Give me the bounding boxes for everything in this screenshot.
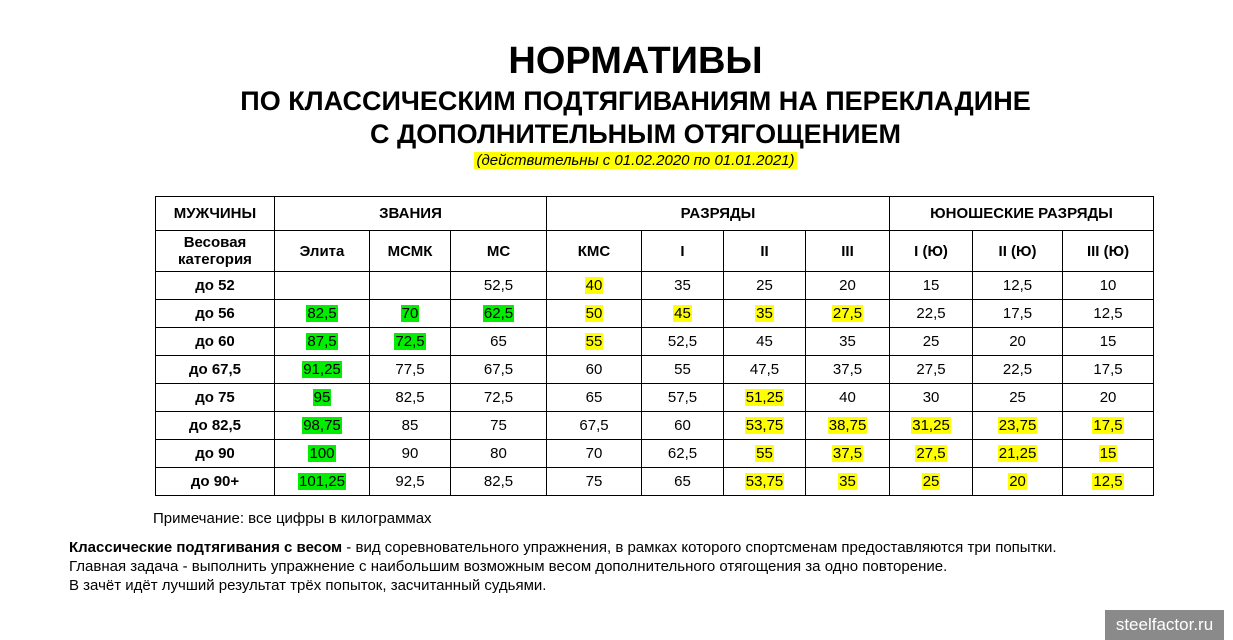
weight-category-cell: до 52 [156,272,275,300]
value-text: 51,25 [745,389,784,406]
value-text: 10 [1099,277,1117,294]
value-cell [890,272,973,300]
value-cell [547,272,642,300]
table-row [156,468,1154,496]
value-text: 65 [585,389,603,406]
column-header: I (Ю) [890,231,973,272]
value-text: 52,5 [483,277,514,294]
value-cell [724,412,806,440]
value-cell [451,328,547,356]
value-cell [642,356,724,384]
value-cell [275,328,370,356]
header-weight-category [156,231,275,272]
value-text: 20 [1009,473,1026,490]
value-text: 60 [674,417,691,434]
description-line-1-rest: - вид соревновательного упражнения, в рамках которого спортсменам предоставляются три попытки. [342,539,1057,556]
value-text: 85 [401,417,419,434]
value-cell [275,300,370,328]
value-cell [275,440,370,468]
value-cell [806,412,890,440]
table-column-header-row [156,231,1154,272]
value-cell [547,300,642,328]
value-cell [890,384,973,412]
value-cell [1063,384,1154,412]
value-cell [890,328,973,356]
value-cell [547,384,642,412]
value-cell [547,412,642,440]
value-cell [1063,412,1154,440]
value-text: 21,25 [998,445,1037,462]
weight-category-cell: до 90 [156,440,275,468]
header-titles: ЗВАНИЯ [275,197,547,231]
value-text: 60 [585,361,603,378]
table-row [156,328,1154,356]
value-cell [1063,328,1154,356]
value-text: 72,5 [483,389,514,406]
header-youth-ranks: ЮНОШЕСКИЕ РАЗРЯДЫ [890,197,1154,231]
value-text: 17,5 [1093,417,1123,434]
value-cell [370,328,451,356]
value-text: 12,5 [1002,277,1033,294]
value-cell [370,412,451,440]
value-text: 35 [839,333,856,350]
value-text: 55 [585,333,603,350]
table-row [156,356,1154,384]
weight-category-cell: до 60 [156,328,275,356]
value-text: 82,5 [483,473,514,490]
value-cell [547,468,642,496]
value-text: 67,5 [579,417,609,434]
value-text: 80 [490,445,507,462]
validity-period [19,152,1233,170]
value-cell [642,468,724,496]
value-cell [724,300,806,328]
value-cell [275,272,370,300]
value-cell [642,272,724,300]
value-cell [973,328,1063,356]
value-cell [973,440,1063,468]
validity-text: (действительны с 01.02.2020 по 01.01.2021) [476,152,795,169]
column-header: III [806,231,890,272]
value-cell [973,272,1063,300]
value-text: 62,5 [667,445,698,462]
page-title: НОРМАТИВЫ [508,40,763,82]
value-text: 37,5 [832,445,863,462]
value-text: 72,5 [395,333,425,350]
standards-table [155,196,1154,496]
value-cell [275,468,370,496]
value-cell [275,384,370,412]
value-text: 31,25 [912,417,950,434]
value-cell [370,440,451,468]
value-cell [973,412,1063,440]
value-text: 20 [1099,389,1117,406]
value-text: 65 [674,473,691,490]
value-cell [370,384,451,412]
value-text: 27,5 [916,361,946,378]
value-text: 52,5 [667,333,698,350]
value-cell [806,328,890,356]
value-text: 22,5 [916,305,946,322]
value-text: 82,5 [307,305,337,322]
value-cell [547,328,642,356]
value-text: 27,5 [916,445,946,462]
value-cell [806,440,890,468]
value-cell [973,356,1063,384]
value-text: 35 [756,305,773,322]
value-cell [451,440,547,468]
column-header: III (Ю) [1063,231,1154,272]
value-cell [275,412,370,440]
table-body [156,272,1154,496]
value-cell [642,328,724,356]
value-text: 12,5 [1093,473,1123,490]
value-cell [973,468,1063,496]
value-cell [370,300,451,328]
value-cell [642,384,724,412]
value-text: 12,5 [1093,305,1123,322]
value-text: 65 [490,333,507,350]
value-cell [451,272,547,300]
value-text: 75 [585,473,603,490]
value-cell [806,300,890,328]
value-cell [724,384,806,412]
value-text: 20 [839,277,856,294]
value-text: 57,5 [667,389,698,406]
value-text: 25 [1009,389,1026,406]
value-cell [1063,440,1154,468]
value-cell [451,384,547,412]
column-header: МС [451,231,547,272]
value-cell [451,356,547,384]
value-cell [1063,356,1154,384]
value-text: 27,5 [832,305,863,322]
value-cell [890,440,973,468]
value-text: 101,25 [299,473,345,490]
value-cell [806,272,890,300]
value-text: 75 [490,417,507,434]
value-text: 23,75 [998,417,1037,434]
table-row [156,384,1154,412]
value-text: 70 [401,305,419,322]
value-cell [642,300,724,328]
column-header: II [724,231,806,272]
value-cell [370,272,451,300]
column-header: II (Ю) [973,231,1063,272]
description-term: Классические подтягивания с весом [69,539,343,556]
value-cell [547,440,642,468]
column-header: МСМК [370,231,451,272]
description-line-1 [69,538,1057,557]
value-text: 55 [756,445,773,462]
value-text: 22,5 [1002,361,1033,378]
value-text: 92,5 [395,473,425,490]
value-text: 25 [922,333,940,350]
value-cell [370,468,451,496]
value-cell [890,468,973,496]
value-text: 25 [756,277,773,294]
value-text: 47,5 [749,361,780,378]
value-text: 77,5 [395,361,425,378]
value-cell [724,328,806,356]
column-header: Элита [275,231,370,272]
table-row [156,272,1154,300]
value-text: 100 [309,445,335,462]
value-text: 37,5 [832,361,863,378]
value-text: 98,75 [303,417,341,434]
value-text: 35 [839,473,856,490]
value-text: 45 [674,305,691,322]
table-row [156,412,1154,440]
value-text: 35 [674,277,691,294]
value-text: 20 [1009,333,1026,350]
value-cell [724,356,806,384]
note: Примечание: все цифры в килограммах [153,510,432,527]
weight-category-cell: до 75 [156,384,275,412]
value-text: 95 [313,389,331,406]
weight-category-cell: до 90+ [156,468,275,496]
value-text: 40 [585,277,603,294]
value-cell [724,468,806,496]
value-cell [642,440,724,468]
table-group-header-row [156,197,1154,231]
value-cell [547,356,642,384]
value-cell [451,412,547,440]
value-cell [806,468,890,496]
weight-category-cell: до 56 [156,300,275,328]
value-cell [642,412,724,440]
value-text: 17,5 [1093,361,1123,378]
value-text: 53,75 [745,473,784,490]
value-text: 82,5 [395,389,425,406]
watermark: steelfactor.ru [1105,610,1224,640]
table-row [156,300,1154,328]
value-text: 30 [922,389,940,406]
weight-category-line-2: категория [178,251,252,268]
header-men: МУЖЧИНЫ [156,197,275,231]
value-cell [973,300,1063,328]
value-text: 38,75 [828,417,867,434]
subtitle-line-1: ПО КЛАССИЧЕСКИМ ПОДТЯГИВАНИЯМ НА ПЕРЕКЛАДИНЕ [240,86,1031,116]
value-text: 62,5 [483,305,514,322]
value-text: 15 [1099,333,1117,350]
value-cell [275,356,370,384]
column-header: I [642,231,724,272]
value-text: 25 [922,473,940,490]
weight-category-cell: до 67,5 [156,356,275,384]
value-cell [806,356,890,384]
value-text: 55 [674,361,691,378]
value-cell [370,356,451,384]
value-text: 53,75 [745,417,784,434]
value-cell [973,384,1063,412]
column-header: КМС [547,231,642,272]
value-cell [890,356,973,384]
value-text: 91,25 [303,361,341,378]
value-text: 15 [1099,445,1117,462]
value-text: 70 [585,445,603,462]
value-cell [1063,272,1154,300]
value-text: 17,5 [1002,305,1033,322]
value-text: 50 [585,305,603,322]
weight-category-cell: до 82,5 [156,412,275,440]
value-cell [724,440,806,468]
value-cell [451,468,547,496]
value-text: 87,5 [307,333,337,350]
value-text: 40 [839,389,856,406]
weight-category-line-1: Весовая [183,234,247,251]
value-cell [890,300,973,328]
value-cell [724,272,806,300]
description [69,538,1057,595]
value-cell [806,384,890,412]
value-cell [451,300,547,328]
header-ranks: РАЗРЯДЫ [547,197,890,231]
subtitle-line-2: С ДОПОЛНИТЕЛЬНЫМ ОТЯГОЩЕНИЕМ [369,119,902,149]
value-cell [890,412,973,440]
table-row [156,440,1154,468]
value-cell [1063,468,1154,496]
value-text: 15 [922,277,940,294]
description-line-3: В зачёт идёт лучший результат трёх попыток, засчитанный судьями. [69,577,547,594]
description-line-2: Главная задача - выполнить упражнение с наибольшим возможным весом дополнительного отягощения за одно повторение. [69,558,948,575]
value-text: 90 [401,445,419,462]
value-text: 67,5 [483,361,514,378]
value-cell [1063,300,1154,328]
value-text: 45 [756,333,773,350]
